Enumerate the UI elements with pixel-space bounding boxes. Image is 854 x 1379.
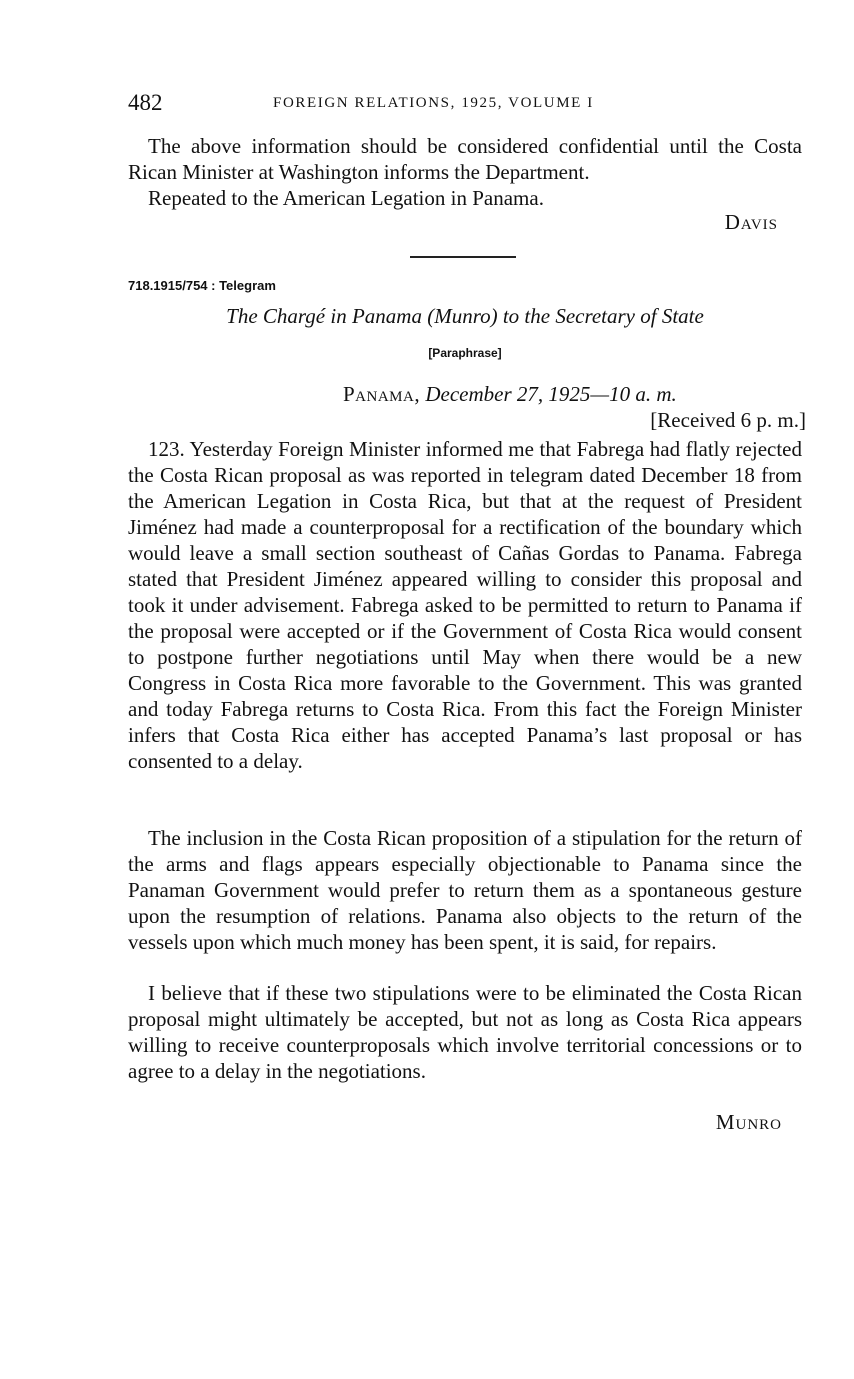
signature-davis [725, 210, 778, 235]
file-reference: 718.1915/754 : Telegram [128, 278, 276, 293]
body-paragraph-2: The inclusion in the Costa Rican proposition of a stipulation for the return of the arms and flags appears especially objectionable to Panama since the Panaman Government would prefer to return them as a spontaneous gesture upon the resumption of relations. Panama also objects to the return of the vessels upon which much money has been spent, it is said, for repairs. [128, 826, 802, 954]
body-paragraph-1: 123. Yesterday Foreign Minister informed me that Fabrega had flatly rejected the Costa Rican proposal as was reported in telegram dated December 18 from the American Legation in Costa Rica, but that at the request of President Jiménez had made a counterproposal for a rectification of the boundary which would leave a small section southeast of Cañas Gordas to Panama. Fabrega stated that President Jiménez appeared willing to consider this proposal and took it under advisement. Fabrega asked to be permitted to return to Panama if the proposal were accepted or if the Government of Costa Rica would consent to postpone further negotiations until May when there would be a new Congress in Costa Rica more favorable to the Government. This was granted and today Fabrega returns to Costa Rica. From this fact the Foreign Minister infers that Costa Rica either has accepted Panama’s last proposal or has consented to a delay. [128, 437, 802, 773]
signature-munro [716, 1110, 782, 1135]
paraphrase-note: [Paraphrase] [428, 346, 502, 360]
intro-paragraph-repeated: Repeated to the American Legation in Panama. [148, 186, 544, 210]
dateline-place: Panama, [343, 382, 421, 406]
received-note: [Received 6 p. m.] [650, 408, 806, 432]
document-title: The Chargé in Panama (Munro) to the Secretary of State [226, 304, 704, 328]
signature-munro-text: Munro [715, 1110, 782, 1134]
page-header [128, 88, 804, 118]
signature-davis-text: Davis [724, 210, 778, 234]
dateline [343, 380, 677, 408]
intro-paragraph: The above information should be considered confidential until the Costa Rican Minister at Washington informs the Department. [128, 134, 802, 184]
dateline-date: December 27, 1925—10 a. m. [425, 382, 677, 406]
section-divider [410, 256, 516, 258]
running-head: FOREIGN RELATIONS, 1925, VOLUME I [273, 95, 594, 111]
body-paragraph-3: I believe that if these two stipulations were to be eliminated the Costa Rican proposal might ultimately be accepted, but not as long as Costa Rica appears willing to receive counterproposals which involve territorial concessions or to agree to a delay in the negotiations. [128, 981, 802, 1083]
page-number: 482 [128, 90, 163, 115]
